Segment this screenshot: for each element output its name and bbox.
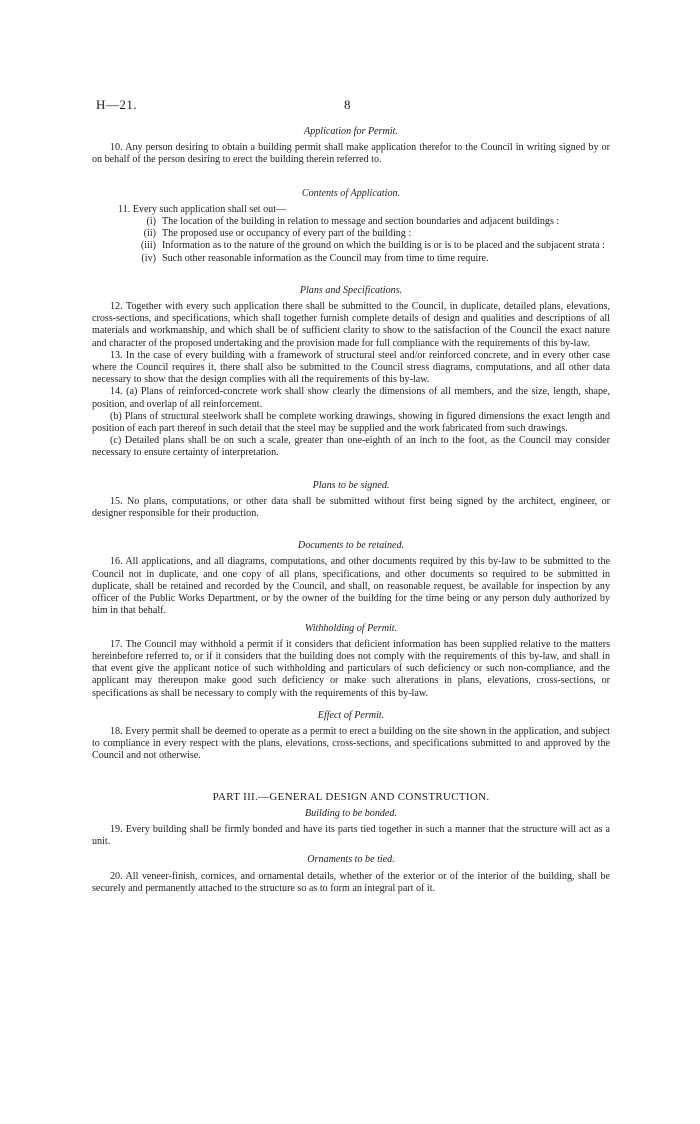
body-text — [92, 126, 610, 895]
clause-10: 10. Any person desiring to obtain a building permit shall make application therefor to the Council in writing signed by or on behalf of the person desiring to erect the building therein referred to. — [92, 142, 610, 166]
item-number: (iv) — [141, 252, 156, 264]
item-text: The location of the building in relation to message and section boundaries and adjacent buildings : — [162, 216, 560, 228]
clause-12: 12. Together with every such application there shall be submitted to the Council, in duplicate, detailed plans, elevations, cross-sections, and specifications, which shall together furnish complete details of design and qualities and descriptions of all materials and workmanship, and which shall be of sufficient clarity to show to the satisfaction of the Council the exact nature and character of the proposed undertaking and the provision made for full compliance with the requirements of this by-law. — [92, 301, 610, 349]
heading-plans-to-be-signed: Plans to be signed. — [312, 479, 390, 491]
clause-19: 19. Every building shall be firmly bonded and have its parts tied together in such a manner that the structure will act as a unit. — [92, 823, 610, 848]
item-number: (i) — [146, 216, 156, 228]
clause-15: 15. No plans, computations, or other data shall be submitted without first being signed by the architect, engineer, or designer responsible for their production. — [92, 495, 610, 520]
clause-13: 13. In the case of every building with a framework of structural steel and/or reinforced concrete, and in every other case where the Council requires it, there shall also be submitted to the Council stress diagrams, computations, and all other data necessary to show that the design complies with all the requirements of this by-law. — [92, 349, 610, 386]
clause-11-lead: 11. Every such application shall set out— — [118, 203, 287, 215]
heading-building-to-be-bonded: Building to be bonded. — [305, 807, 397, 819]
clause-11-list — [92, 216, 610, 265]
clause-14c: (c) Detailed plans shall be on such a scale, greater than one-eighth of an inch to the foot, as the Council may consider necessary to ensure certainty of interpretation. — [92, 435, 610, 459]
heading-documents-to-be-retained: Documents to be retained. — [297, 540, 405, 552]
document-reference: H—21. — [96, 97, 138, 112]
list-item — [92, 253, 610, 265]
heading-contents-of-application: Contents of Application. — [301, 187, 401, 199]
item-number: (ii) — [143, 228, 156, 240]
clause-18: 18. Every permit shall be deemed to operate as a permit to erect a building on the site shown in the application, and subject to compliance in every respect with the plans, elevations, cross-sections, and specifications submitted to and approved by the Council and not otherwise. — [92, 725, 610, 762]
item-text: The proposed use or occupancy of every part of the building : — [162, 228, 412, 240]
clause-14a: 14. (a) Plans of reinforced-concrete work shall show clearly the dimensions of all members, and the size, length, shape, position, and overlap of all reinforcement. — [92, 386, 610, 410]
list-item — [92, 216, 610, 228]
clause-14b: (b) Plans of structural steelwork shall be complete working drawings, showing in figured dimensions the exact length and position of each part thereof in such detail that the steel may be supplied and the work fabricated from such drawings. — [92, 410, 610, 435]
part-title: PART III.—GENERAL DESIGN AND CONSTRUCTION. — [212, 790, 490, 803]
item-number: (iii) — [140, 240, 156, 252]
heading-withholding-of-permit: Withholding of Permit. — [304, 622, 398, 634]
heading-plans-and-specifications: Plans and Specifications. — [299, 284, 403, 296]
heading-ornaments-to-be-tied: Ornaments to be tied. — [307, 854, 395, 866]
list-item — [92, 240, 610, 252]
page-number: 8 — [344, 97, 351, 112]
item-text: Such other reasonable information as the Council may from time to time require. — [162, 252, 489, 264]
item-text: Information as to the nature of the ground on which the building is or is to be placed and the subjacent strata : — [162, 240, 605, 252]
clause-20: 20. All veneer-finish, cornices, and ornamental details, whether of the exterior or of the interior of the building, shall be securely and permanently attached to the structure so as to form an integral part of it. — [92, 870, 610, 894]
clause-17: 17. The Council may withhold a permit if it considers that deficient information has been supplied relative to the matters hereinbefore referred to, or if it considers that the building does not comply with the requirements of this by-law, and shall in that event give the applicant notice of such withholding and particulars of such deficiency or such non-compliance, and the applicant may thereupon make good such deficiency or make such alterations in plans, elevations, cross-sections, or specifications as shall be necessary to comply with the requirements of this by-law. — [92, 638, 610, 699]
heading-application-for-permit: Application for Permit. — [304, 126, 398, 137]
heading-effect-of-permit: Effect of Permit. — [317, 709, 385, 721]
list-item — [92, 228, 610, 240]
clause-16: 16. All applications, and all diagrams, computations, and other documents required by this by-law to be submitted to the Council not in duplicate, and one copy of all plans, specifications, and other documents so required to be submitted in duplicate, shall be retained and recorded by the Council, and shall, on reasonable request, be available for inspection by any officer of the Public Works Department, or by the owner of the building for the time being or any person duly authorized by him in that behalf. — [92, 556, 610, 617]
